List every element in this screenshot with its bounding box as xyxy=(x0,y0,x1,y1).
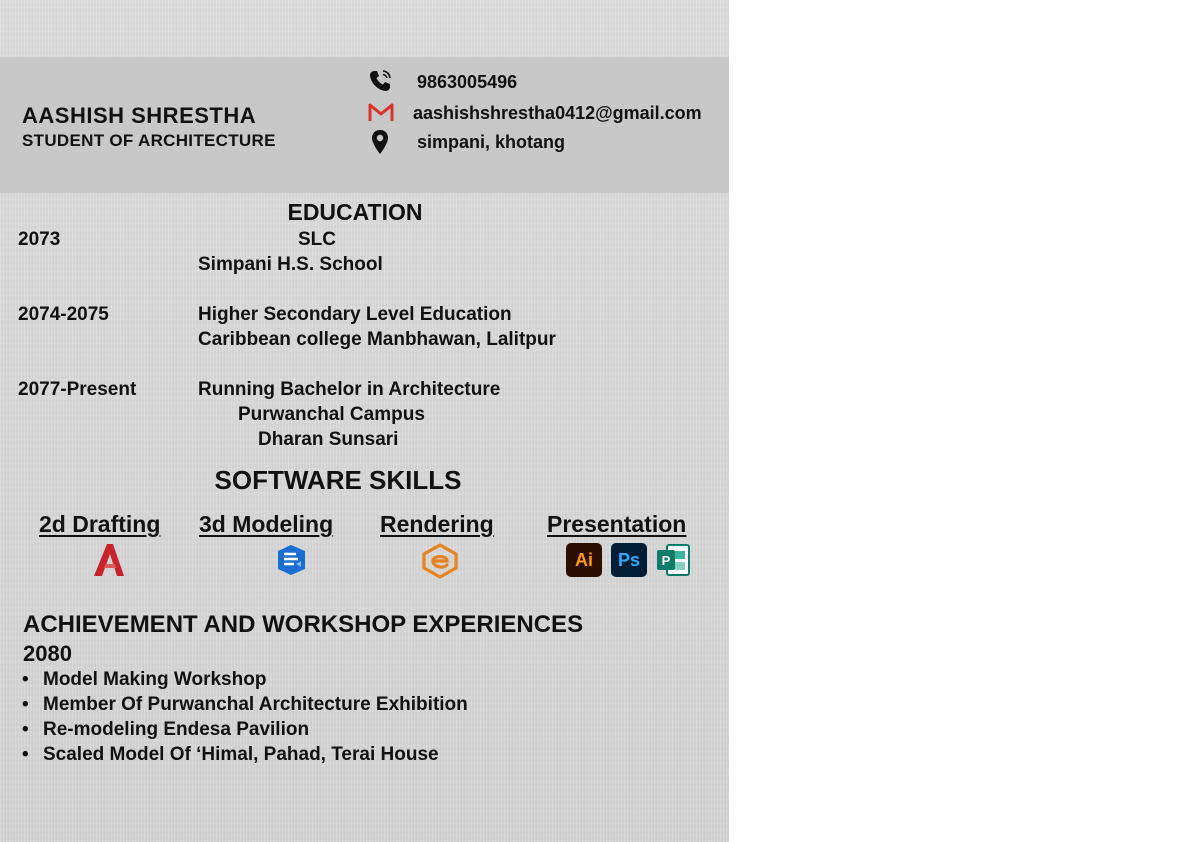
bullet: • xyxy=(22,694,29,715)
bullet: • xyxy=(22,744,29,765)
education-detail: Dharan Sunsari xyxy=(258,429,399,450)
publisher-icon xyxy=(655,542,691,578)
education-heading: EDUCATION xyxy=(287,199,423,225)
bullet: • xyxy=(22,669,29,690)
email-address: aashishshrestha0412@gmail.com xyxy=(413,103,702,123)
mail-icon xyxy=(367,99,395,127)
candidate-name: AASHISH SHRESTHA xyxy=(22,103,257,128)
sketchup-icon xyxy=(274,543,308,577)
enscape-icon xyxy=(421,543,459,579)
autocad-icon xyxy=(92,542,126,578)
education-detail: Purwanchal Campus xyxy=(238,404,425,425)
education-year: 2074-2075 xyxy=(18,304,109,325)
phone-number: 9863005496 xyxy=(417,72,518,92)
location-pin-icon xyxy=(366,128,394,156)
software-skills-heading: SOFTWARE SKILLS xyxy=(214,465,462,495)
phone-icon xyxy=(366,67,394,95)
education-detail: Running Bachelor in Architecture xyxy=(198,379,501,400)
achievements-year: 2080 xyxy=(23,641,72,666)
skill-category-presentation: Presentation xyxy=(547,511,687,537)
illustrator-icon: Ai xyxy=(566,543,602,577)
list-item-text: Re-modeling Endesa Pavilion xyxy=(43,719,310,740)
list-item-text: Scaled Model Of ‘Himal, Pahad, Terai House xyxy=(43,744,439,765)
list-item xyxy=(22,719,309,741)
address: simpani, khotang xyxy=(417,132,566,152)
achievements-heading: ACHIEVEMENT AND WORKSHOP EXPERIENCES xyxy=(23,611,584,638)
bullet: • xyxy=(22,719,29,740)
photoshop-icon: Ps xyxy=(611,543,647,577)
education-year: 2077-Present xyxy=(18,379,137,400)
skill-category-rendering: Rendering xyxy=(380,511,494,537)
list-item xyxy=(22,694,468,716)
education-year: 2073 xyxy=(18,229,61,250)
list-item-text: Model Making Workshop xyxy=(43,669,267,690)
publisher-icon-letter: P xyxy=(661,553,671,568)
list-item-text: Member Of Purwanchal Architecture Exhibition xyxy=(43,694,468,715)
list-item xyxy=(22,669,266,691)
education-detail: Simpani H.S. School xyxy=(198,254,383,275)
education-detail: Caribbean college Manbhawan, Lalitpur xyxy=(198,329,556,350)
education-detail: SLC xyxy=(298,229,336,250)
candidate-role: STUDENT OF ARCHITECTURE xyxy=(22,131,276,150)
list-item xyxy=(22,744,439,766)
skill-category-3d-modeling: 3d Modeling xyxy=(199,511,334,537)
skill-category-2d-drafting: 2d Drafting xyxy=(39,511,161,537)
education-detail: Higher Secondary Level Education xyxy=(198,304,512,325)
